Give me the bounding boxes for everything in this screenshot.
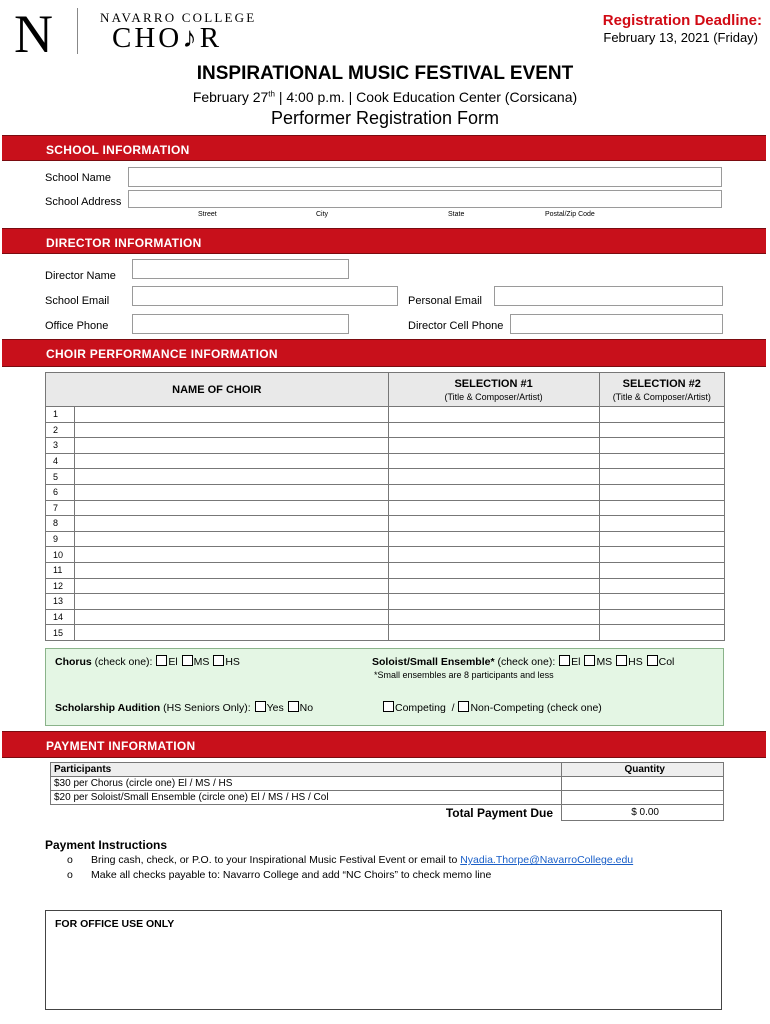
choir-info-header: CHOIR PERFORMANCE INFORMATION (2, 339, 766, 367)
choir-name-cell[interactable] (75, 438, 389, 454)
school-email-input[interactable] (132, 286, 398, 306)
choir-row-number: 8 (46, 516, 75, 532)
choir-row (46, 422, 725, 438)
choir-name-cell[interactable] (75, 625, 389, 641)
choir-row (46, 438, 725, 454)
choir-name-cell[interactable] (75, 500, 389, 516)
college-logo-letter: N (14, 4, 53, 64)
contact-email-link[interactable]: Nyadia.Thorpe@NavarroCollege.edu (460, 854, 634, 866)
selection-2-cell[interactable] (599, 438, 724, 454)
choir-name-cell[interactable] (75, 453, 389, 469)
selection-2-cell[interactable] (599, 453, 724, 469)
soloist-hs-checkbox[interactable] (616, 655, 627, 666)
office-use-label: FOR OFFICE USE ONLY (55, 918, 175, 930)
choir-name-cell[interactable] (75, 516, 389, 532)
selection-2-cell[interactable] (599, 547, 724, 563)
non-competing-checkbox[interactable] (458, 701, 469, 712)
choir-row-number: 3 (46, 438, 75, 454)
selection-1-cell[interactable] (388, 625, 599, 641)
small-ensemble-note: *Small ensembles are 8 participants and less (374, 670, 554, 680)
office-use-box (45, 910, 722, 1010)
payment-instructions-heading: Payment Instructions (45, 838, 168, 852)
total-payment-label: Total Payment Due (51, 805, 562, 821)
chorus-ms-checkbox[interactable] (182, 655, 193, 666)
choir-row (46, 531, 725, 547)
choir-name-column: NAME OF CHOIR (46, 373, 389, 407)
soloist-el-checkbox[interactable] (559, 655, 570, 666)
choir-row (46, 516, 725, 532)
selection-1-cell[interactable] (388, 453, 599, 469)
choir-row-number: 11 (46, 562, 75, 578)
selection-1-cell[interactable] (388, 484, 599, 500)
choir-row-number: 4 (46, 453, 75, 469)
choir-row-number: 14 (46, 609, 75, 625)
soloist-quantity-cell[interactable] (562, 791, 724, 805)
instruction-item-1: o Bring cash, check, or P.O. to your Inspirational Music Festival Event or email to Nyadia.Thorpe@NavarroCollege.edu (67, 854, 634, 866)
chorus-hs-checkbox[interactable] (213, 655, 224, 666)
selection-1-cell[interactable] (388, 562, 599, 578)
quantity-header: Quantity (562, 763, 724, 777)
soloist-col-checkbox[interactable] (647, 655, 658, 666)
choir-name-cell[interactable] (75, 547, 389, 563)
selection-2-cell[interactable] (599, 422, 724, 438)
choir-row-number: 6 (46, 484, 75, 500)
director-info-header: DIRECTOR INFORMATION (2, 228, 766, 254)
choir-row (46, 562, 725, 578)
choir-row (46, 407, 725, 423)
choir-row (46, 453, 725, 469)
chorus-fee-row: $30 per Chorus (circle one) El / MS / HS (51, 777, 562, 791)
director-cell-label: Director Cell Phone (408, 320, 504, 332)
selection-2-cell[interactable] (599, 609, 724, 625)
choir-name-cell[interactable] (75, 609, 389, 625)
choir-table (45, 372, 725, 641)
choir-row-number: 15 (46, 625, 75, 641)
selection-2-cell[interactable] (599, 516, 724, 532)
personal-email-input[interactable] (494, 286, 723, 306)
choir-name-cell[interactable] (75, 422, 389, 438)
selection-1-cell[interactable] (388, 422, 599, 438)
selection-1-cell[interactable] (388, 500, 599, 516)
choir-row-number: 12 (46, 578, 75, 594)
choir-row-number: 2 (46, 422, 75, 438)
soloist-options: Soloist/Small Ensemble* (check one): El MS HS Col (372, 656, 675, 668)
selection-1-cell[interactable] (388, 516, 599, 532)
director-cell-input[interactable] (510, 314, 723, 334)
school-name-input[interactable] (128, 167, 722, 187)
selection-2-cell[interactable] (599, 531, 724, 547)
college-logo-name: NAVARRO COLLEGE (100, 10, 257, 25)
city-caption: City (316, 211, 329, 218)
school-address-input[interactable] (128, 190, 722, 208)
personal-email-label: Personal Email (408, 295, 482, 307)
scholarship-options: Scholarship Audition (HS Seniors Only): Yes No (55, 702, 314, 714)
school-email-label: School Email (45, 295, 110, 307)
choir-name-cell[interactable] (75, 594, 389, 610)
participants-header: Participants (51, 763, 562, 777)
form-title: Performer Registration Form (270, 108, 500, 128)
selection-1-cell[interactable] (388, 547, 599, 563)
payment-info-header: PAYMENT INFORMATION (2, 731, 766, 758)
choir-name-cell[interactable] (75, 578, 389, 594)
soloist-fee-row: $20 per Soloist/Small Ensemble (circle one) El / MS / HS / Col (51, 791, 562, 805)
selection-2-cell[interactable] (599, 500, 724, 516)
selection-1-cell[interactable] (388, 531, 599, 547)
street-caption: Street (198, 211, 217, 218)
choir-name-cell[interactable] (75, 469, 389, 485)
selection-2-cell[interactable] (599, 469, 724, 485)
deadline-date: February 13, 2021 (Friday) (603, 30, 758, 45)
event-title: INSPIRATIONAL MUSIC FESTIVAL EVENT (196, 63, 574, 84)
selection-1-cell[interactable] (388, 469, 599, 485)
choir-row (46, 609, 725, 625)
zip-caption: Postal/Zip Code (545, 211, 595, 218)
selection-2-cell[interactable] (599, 594, 724, 610)
selection-2-cell[interactable] (599, 484, 724, 500)
choir-name-cell[interactable] (75, 484, 389, 500)
school-name-label: School Name (45, 172, 112, 184)
soloist-ms-checkbox[interactable] (584, 655, 595, 666)
logo-divider (77, 8, 78, 54)
chorus-options: Chorus (check one): El MS HS (55, 656, 240, 668)
selection-1-cell[interactable] (388, 609, 599, 625)
school-address-label: School Address (45, 196, 122, 208)
selection-1-cell[interactable] (388, 594, 599, 610)
choir-row (46, 578, 725, 594)
choir-row (46, 500, 725, 516)
state-caption: State (448, 211, 465, 218)
selection-2-cell[interactable] (599, 562, 724, 578)
competing-checkbox[interactable] (383, 701, 394, 712)
choir-row (46, 625, 725, 641)
deadline-heading: Registration Deadline: (602, 12, 762, 29)
selection-1-cell[interactable] (388, 578, 599, 594)
scholarship-yes-checkbox[interactable] (255, 701, 266, 712)
selection-2-cell[interactable] (599, 625, 724, 641)
choir-row-number: 9 (46, 531, 75, 547)
choir-row-number: 10 (46, 547, 75, 563)
total-payment-value: $ 0.00 (562, 805, 724, 821)
office-phone-input[interactable] (132, 314, 349, 334)
choir-name-cell[interactable] (75, 407, 389, 423)
chorus-quantity-cell[interactable] (562, 777, 724, 791)
choir-row-number: 13 (46, 594, 75, 610)
selection-2-cell[interactable] (599, 578, 724, 594)
event-details: February 27th | 4:00 p.m. | Cook Education Center (Corsicana) (192, 89, 578, 105)
payment-table (50, 762, 724, 821)
chorus-el-checkbox[interactable] (156, 655, 167, 666)
selection-1-column: SELECTION #1 (Title & Composer/Artist) (388, 373, 599, 407)
competition-options: Competing / Non-Competing (check one) (382, 701, 602, 714)
choir-row-number: 1 (46, 407, 75, 423)
choir-row-number: 5 (46, 469, 75, 485)
choir-row (46, 469, 725, 485)
selection-2-cell[interactable] (599, 407, 724, 423)
choir-name-cell[interactable] (75, 562, 389, 578)
school-info-header: SCHOOL INFORMATION (2, 135, 766, 161)
scholarship-no-checkbox[interactable] (288, 701, 299, 712)
instruction-item-2: o Make all checks payable to: Navarro College and add “NC Choirs” to check memo line (67, 869, 492, 881)
choir-row (46, 484, 725, 500)
choir-row (46, 547, 725, 563)
selection-1-cell[interactable] (388, 407, 599, 423)
selection-2-column: SELECTION #2 (Title & Composer/Artist) (599, 373, 724, 407)
director-name-label: Director Name (45, 270, 116, 282)
office-phone-label: Office Phone (45, 320, 109, 332)
director-name-input[interactable] (132, 259, 349, 279)
choir-row-number: 7 (46, 500, 75, 516)
choir-logo-wordmark: CHO♪R (112, 22, 223, 54)
choir-name-cell[interactable] (75, 531, 389, 547)
selection-1-cell[interactable] (388, 438, 599, 454)
choir-row (46, 594, 725, 610)
